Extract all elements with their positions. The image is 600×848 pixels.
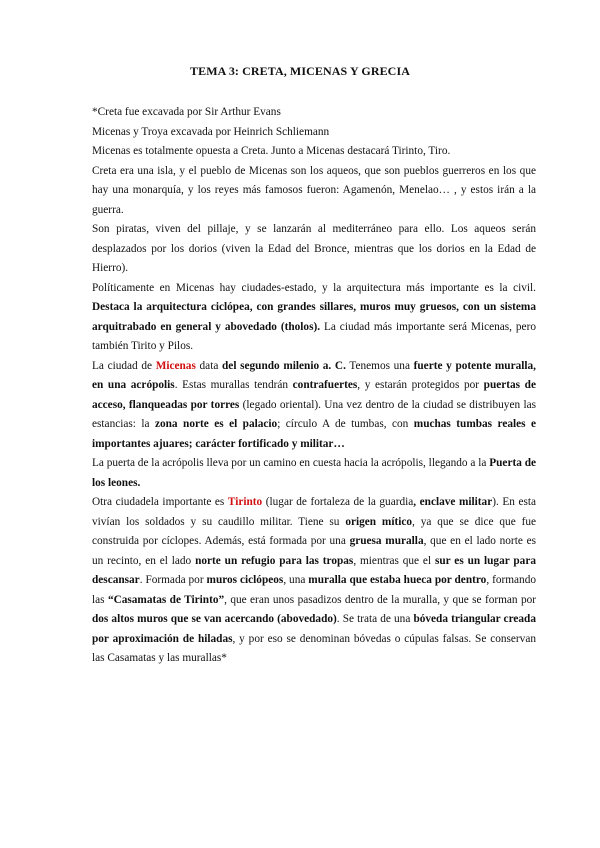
- highlight-micenas: Micenas: [155, 359, 196, 372]
- paragraph-ciudad-micenas: La ciudad de Micenas data del segundo milenio a. C. Tenemos una fuerte y potente muralla, en una acrópolis. Estas murallas tendrán contrafuertes, y estarán protegidos por puertas de acceso, flanqueadas por torres (legado oriental). Una vez dentro de la ciudad se distribuyen las estancias: la zona norte es el palacio; círculo A de tumbas, con muchas tumbas reales e importantes ajuares; carácter fortificado y militar…: [92, 359, 537, 450]
- highlight-tirinto: Tirinto: [227, 496, 263, 508]
- paragraph-puerta-acropolis: La puerta de la acrópolis lleva por un camino en cuesta hacia la acrópolis, llegando a la Puerta de los leones.: [92, 457, 537, 489]
- paragraph-creta-isla: Creta era una isla, y el pueblo de Micenas son los aqueos, que son pueblos guerreros en los que hay una monarquía, y los reyes más famosos fueron: Agamenón, Menelao… , y estos irán a la guerra.: [92, 164, 536, 216]
- page-title: TEMA 3: CRETA, MICENAS Y GRECIA: [189, 64, 410, 78]
- paragraph-evans: *Creta fue excavada por Sir Arthur Evans: [92, 106, 281, 118]
- paragraph-micenas-opuesta: Micenas es totalmente opuesta a Creta. Junto a Micenas destacará Tirinto, Tiro.: [92, 145, 451, 157]
- paragraph-tirinto: Otra ciudadela importante es Tirinto (lugar de fortaleza de la guardia, enclave militar). En esta vivían los soldados y su caudillo militar. Tiene su origen mítico, ya que se dice que fue construida por cíclopes. Además, está formada por una gruesa muralla, que en el lado norte es un recinto, en el lado norte un refugio para las tropas, mientras que el sur es un lugar para descansar. Formada por muros ciclópeos, una muralla que estaba hueca por dentro, formando las “Casamatas de Tirinto”, que eran unos pasadizos dentro de la muralla, y que se forman por dos altos muros que se van acercando (abovedado). Se trata de una bóveda triangular creada por aproximación de hiladas, y por eso se denominan bóvedas o cúpulas falsas. Se conservan las Casamatas y las murallas*: [92, 496, 537, 664]
- paragraph-piratas: Son piratas, viven del pillaje, y se lanzarán al mediterráneo para ello. Los aqueos serán desplazados por los dorios (viven la Edad del Bronce, mientras que los dorios en la Edad de Hierro).: [92, 223, 536, 274]
- paragraph-schliemann: Micenas y Troya excavada por Heinrich Schliemann: [92, 125, 330, 138]
- bold-arquitectura: Destaca la arquitectura ciclópea, con grandes sillares, muros muy gruesos, con un sistema arquitrabado en general y abovedado (tholos).: [92, 301, 536, 333]
- paragraph-politica: Políticamente en Micenas hay ciudades-estado, y la arquitectura más importante es la civil. Destaca la arquitectura ciclópea, con grandes sillares, muros muy gruesos, con un sistema arquitrabado en general y abovedado (tholos). La ciudad más importante será Micenas, pero también Tirito y Pilos.: [92, 281, 536, 352]
- document-body: [92, 103, 536, 669]
